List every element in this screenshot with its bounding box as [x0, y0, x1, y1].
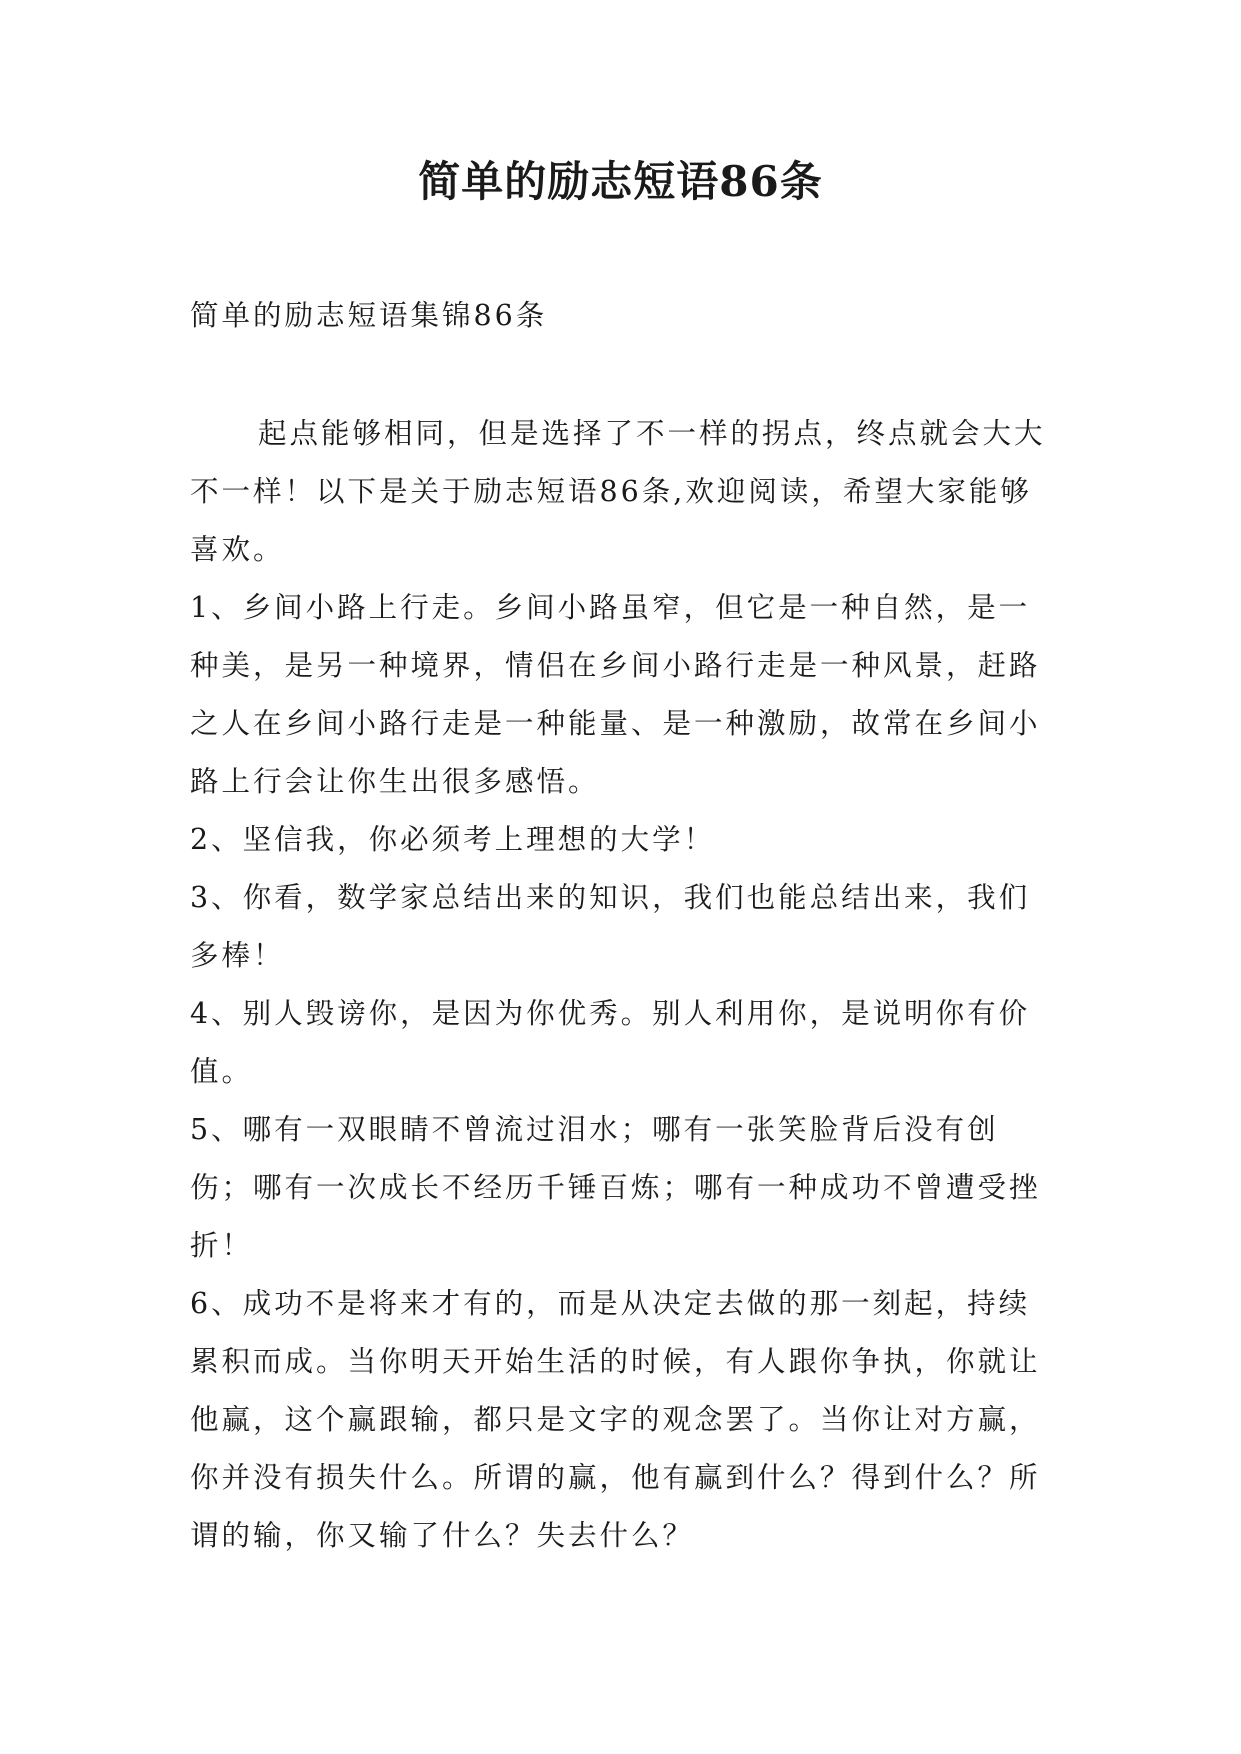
list-item: 5、哪有一双眼睛不曾流过泪水；哪有一张笑脸背后没有创伤；哪有一次成长不经历千锤百炼；哪有一种成功不曾遭受挫折！ — [190, 1113, 1041, 1262]
list-item: 1、乡间小路上行走。乡间小路虽窄，但它是一种自然，是一种美，是另一种境界，情侣在乡间小路行走是一种风景，赶路之人在乡间小路行走是一种能量、是一种激励，故常在乡间小路上行会让你生出很多感悟。 — [190, 591, 1041, 798]
list-item: 2、坚信我，你必须考上理想的大学！ — [190, 823, 716, 856]
list-item: 3、你看，数学家总结出来的知识，我们也能总结出来，我们多棒！ — [190, 881, 1031, 972]
document-subtitle: 简单的励志短语集锦86条 — [190, 299, 548, 332]
list-item: 4、别人毁谤你，是因为你优秀。别人利用你，是说明你有价值。 — [190, 997, 1031, 1088]
intro-paragraph: 起点能够相同，但是选择了不一样的拐点，终点就会大大不一样！以下是关于励志短语86条,欢迎阅读，希望大家能够喜欢。 — [190, 417, 1046, 566]
list-item: 6、成功不是将来才有的，而是从决定去做的那一刻起，持续累积而成。当你明天开始生活的时候，有人跟你争执，你就让他赢，这个赢跟输，都只是文字的观念罢了。当你让对方赢，你并没有损失什么。所谓的赢，他有赢到什么？得到什么？所谓的输，你又输了什么？失去什么？ — [190, 1287, 1041, 1552]
document-title: 简单的励志短语86条 — [418, 157, 823, 206]
document-body — [190, 405, 1056, 1565]
